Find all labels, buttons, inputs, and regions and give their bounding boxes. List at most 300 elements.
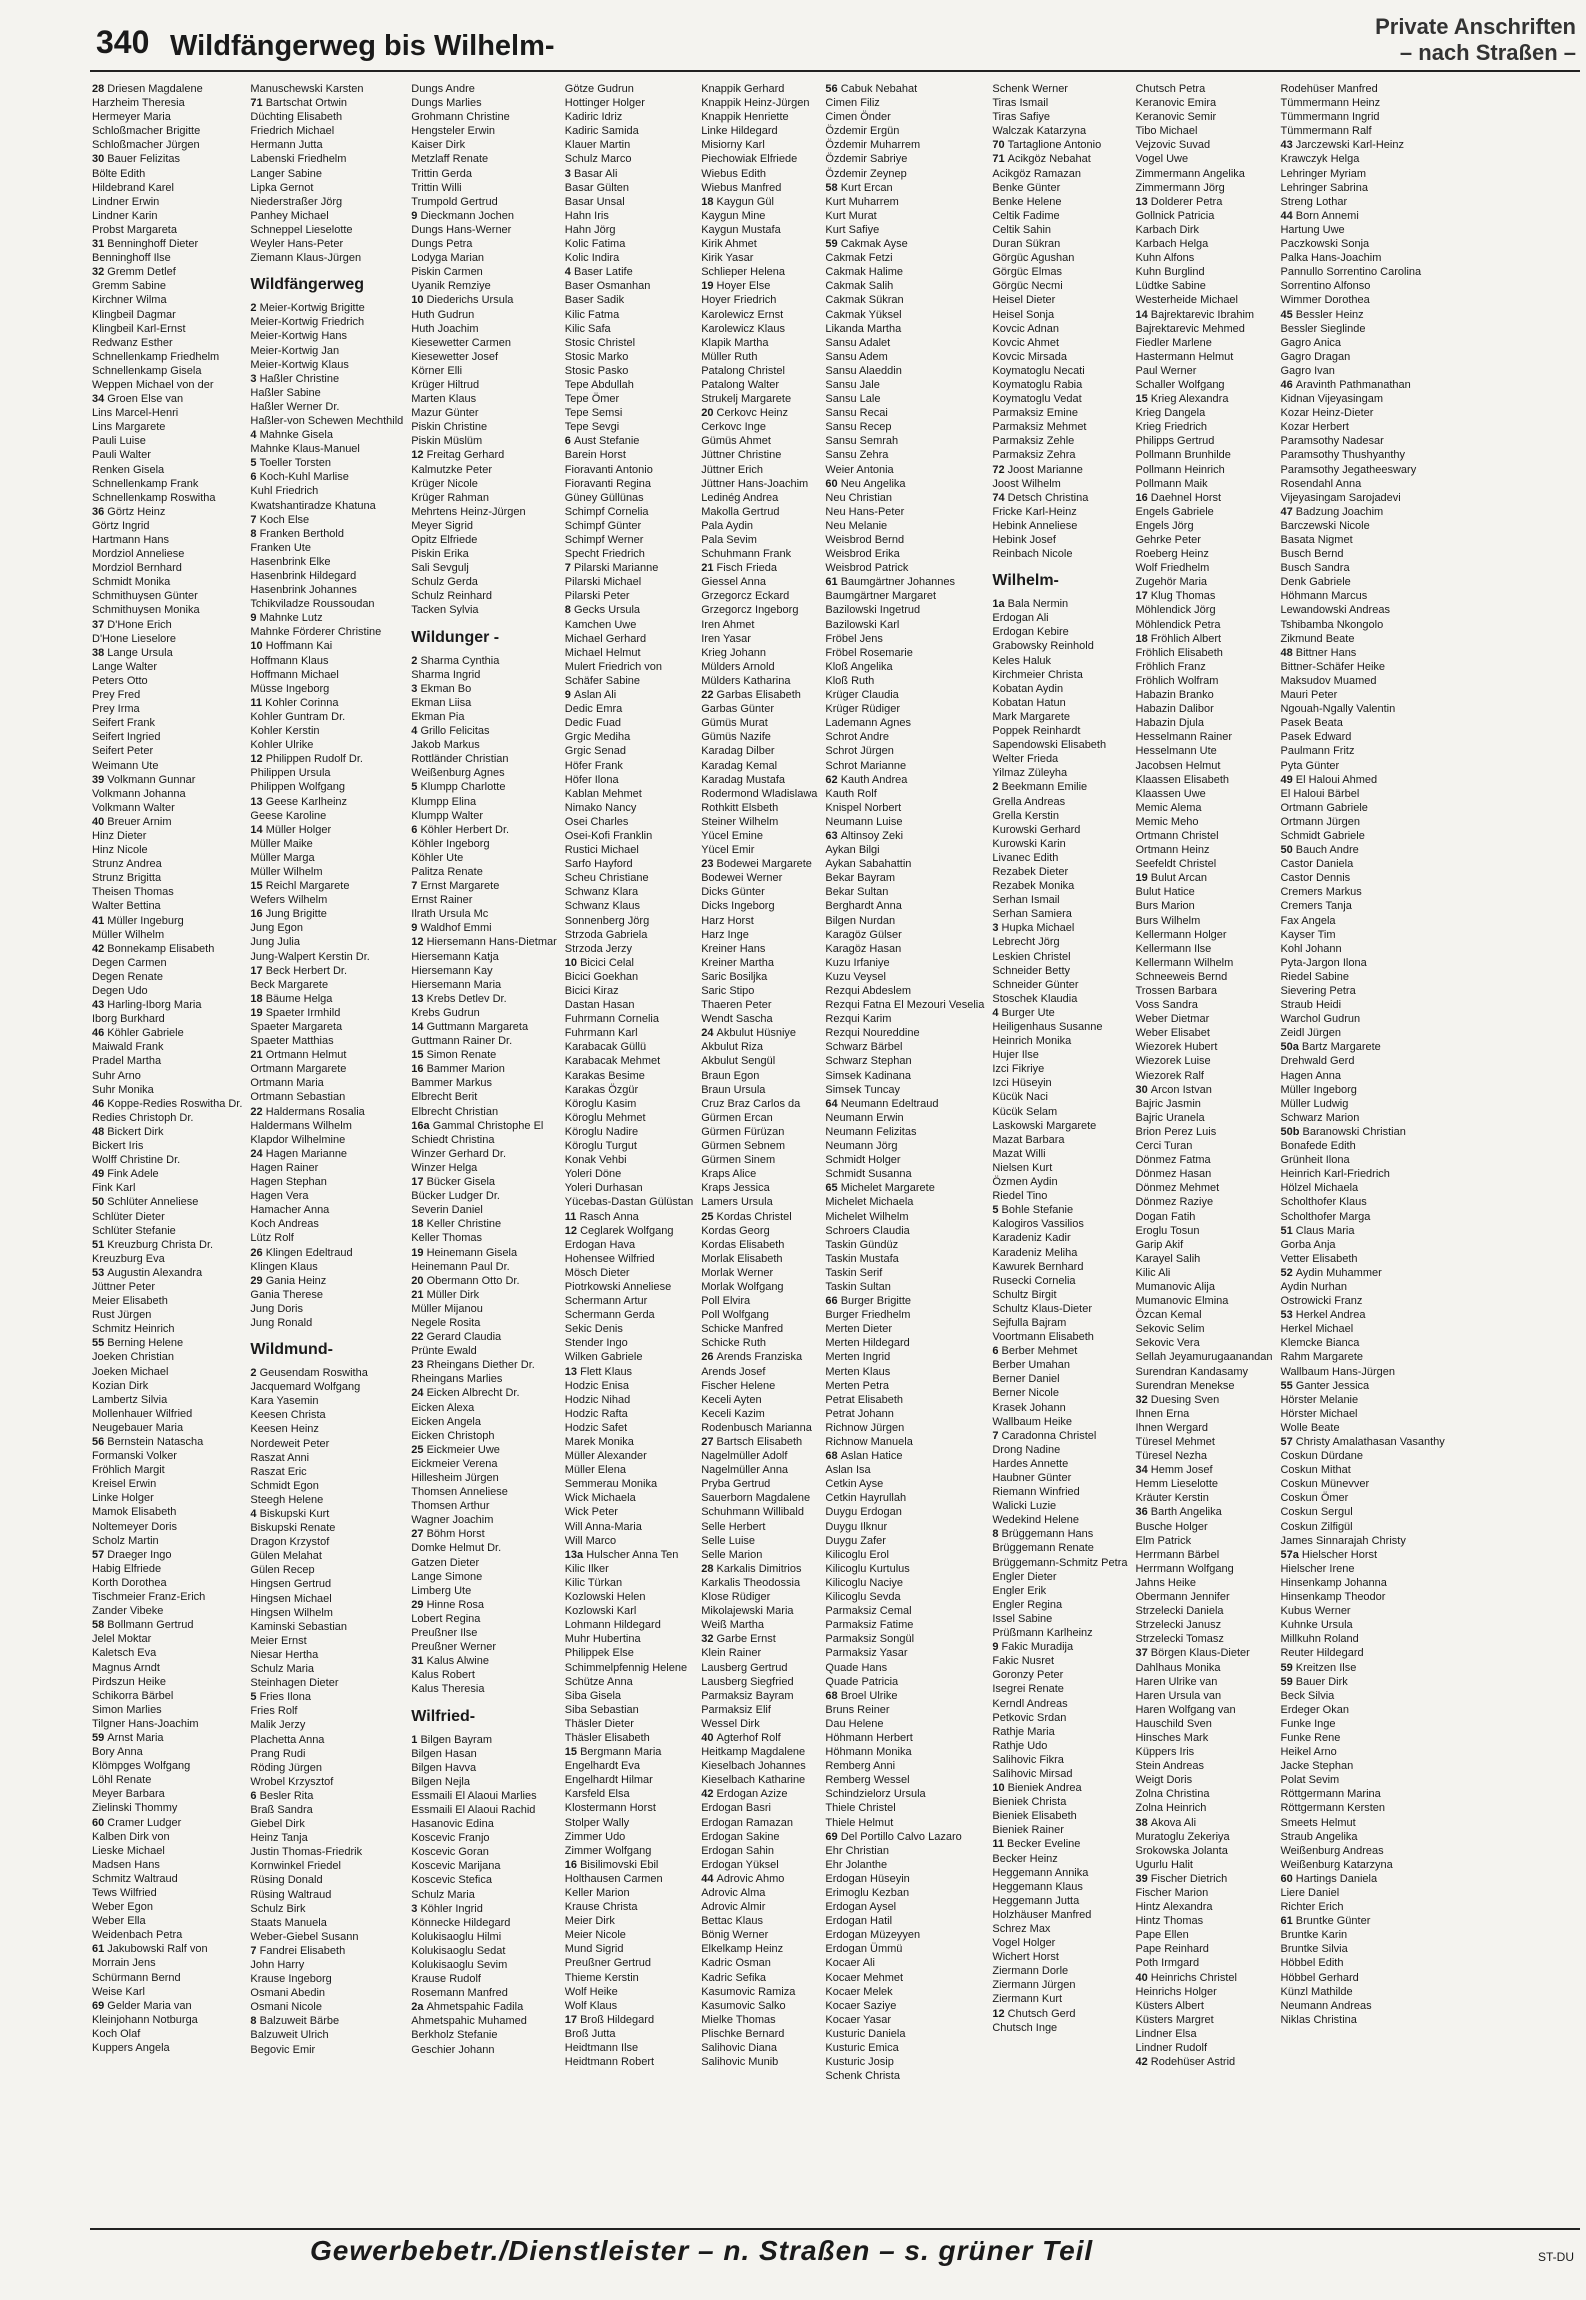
resident-entry: Pape Ellen — [1135, 1929, 1189, 1942]
resident-entry: Höfer Ilona — [564, 773, 619, 786]
resident-entry: Krause Christa — [564, 1901, 638, 1914]
resident-entry: 42 Bonnekamp Elisabeth — [92, 942, 215, 955]
resident-entry: Erdogan Ali — [992, 612, 1049, 625]
resident-entry: Kurt Murat — [825, 209, 877, 222]
resident-entry: Linke Hildegard — [701, 125, 778, 138]
resident-entry: Ziermann Dorle — [992, 1965, 1069, 1978]
resident-entry: Jacke Stephan — [1280, 1760, 1354, 1773]
resident-entry: Mazat Barbara — [992, 1133, 1065, 1146]
resident-entry: Selle Herbert — [701, 1520, 766, 1533]
resident-entry: Stoschek Klaudia — [992, 992, 1078, 1005]
resident-entry: Grella Kerstin — [992, 809, 1059, 822]
resident-entry: Tilgner Hans-Joachim — [92, 1717, 199, 1730]
resident-entry: Schrot Marianne — [825, 759, 907, 772]
resident-entry: 43 Harling-Iborg Maria — [92, 999, 202, 1012]
resident-entry: Hinz Dieter — [92, 829, 147, 842]
page-title: Wildfängerweg bis Wilhelm- — [170, 30, 555, 62]
resident-entry: Erdogan Hüseyin — [825, 1872, 910, 1885]
resident-entry: Fröhlich Wolfram — [1135, 674, 1219, 687]
resident-entry: Karbach Helga — [1135, 238, 1209, 251]
resident-entry: Bruntke Karin — [1280, 1929, 1348, 1942]
resident-entry: Simsek Kadinana — [825, 1069, 911, 1082]
resident-entry: Joeken Christian — [92, 1351, 174, 1364]
resident-entry: Klaassen Uwe — [1135, 787, 1206, 800]
resident-entry: 59 Cakmak Ayse — [825, 238, 908, 251]
resident-entry: Koymatoglu Rabia — [992, 378, 1083, 391]
resident-entry: Krieg Johann — [701, 646, 767, 659]
resident-entry: Salihovic Munib — [701, 2056, 779, 2069]
resident-entry: Richnow Manuela — [825, 1436, 913, 1448]
resident-entry: Muhr Hubertina — [564, 1633, 641, 1646]
resident-entry: 50a Bartz Margarete — [1280, 1041, 1381, 1054]
resident-entry: Rosendahl Anna — [1280, 477, 1362, 490]
section-label — [1375, 14, 1576, 66]
resident-entry: Dastan Hasan — [564, 999, 635, 1012]
resident-entry: Rustici Michael — [564, 844, 639, 857]
resident-entry: Tchikviladze Roussoudan — [250, 598, 375, 611]
resident-entry: Volkmann Johanna — [92, 787, 186, 800]
resident-entry: Burs Marion — [1135, 900, 1195, 913]
resident-entry: 59 Kreitzen Ilse — [1280, 1661, 1357, 1674]
resident-entry: Schrez Max — [992, 1923, 1051, 1935]
resident-entry: Cakmak Sükran — [825, 294, 904, 307]
resident-entry: Stein Andreas — [1135, 1760, 1204, 1773]
resident-entry: Westerheide Michael — [1135, 294, 1238, 307]
resident-entry: 2 Beekmann Emilie — [992, 781, 1088, 794]
resident-entry: Wolf Friedhelm — [1135, 562, 1210, 575]
resident-entry: 6 Besler Rita — [250, 1789, 314, 1802]
resident-entry: 8 Gecks Ursula — [564, 604, 641, 617]
resident-entry: Prang Rudi — [250, 1747, 306, 1760]
resident-entry: Karbach Dirk — [1135, 223, 1200, 236]
resident-entry: Weier Antonia — [825, 463, 894, 476]
resident-entry: Lodyga Marian — [411, 252, 485, 265]
resident-entry: Gürmen Sebnem — [701, 1140, 785, 1153]
resident-entry: Kaygun Mine — [701, 209, 766, 222]
page-number: 340 — [96, 24, 150, 60]
resident-entry: Hingsen Michael — [250, 1592, 332, 1605]
resident-entry: 10 Hoffmann Kai — [250, 640, 333, 653]
resident-entry: Redwanz Esther — [92, 336, 173, 349]
resident-entry: Pirdszun Heike — [92, 1675, 166, 1688]
resident-entry: 25 Kordas Christel — [701, 1210, 792, 1223]
resident-entry: Karadag Mustafa — [701, 773, 785, 786]
resident-entry: Thiele Helmut — [825, 1816, 894, 1829]
resident-entry: Steegh Helene — [250, 1493, 324, 1506]
resident-entry: Grgic Senad — [564, 745, 626, 758]
resident-entry: Basata Nigmet — [1280, 534, 1353, 546]
resident-entry: Huth Gudrun — [411, 308, 475, 321]
resident-entry: 13 Flett Klaus — [564, 1365, 633, 1378]
resident-entry: 61 Baumgärtner Johannes — [825, 576, 956, 589]
resident-entry: Harz Inge — [701, 928, 749, 941]
resident-entry: Kreisel Erwin — [92, 1478, 157, 1491]
resident-entry: Lange Walter — [92, 660, 158, 673]
resident-entry: Eickmeier Verena — [411, 1457, 498, 1470]
resident-entry: Wichert Horst — [992, 1951, 1059, 1964]
resident-entry: Mordziol Bernhard — [92, 562, 182, 575]
resident-entry: Siba Gisela — [564, 1689, 622, 1702]
resident-entry: Celtik Fadime — [992, 209, 1060, 222]
resident-entry: Huth Joachim — [411, 322, 479, 335]
resident-entry: Morlak Wolfgang — [701, 1280, 784, 1293]
resident-entry: Parmaksiz Yasar — [825, 1647, 908, 1660]
resident-entry: Bilgen Havva — [411, 1761, 477, 1774]
resident-entry: Düchting Elisabeth — [250, 111, 343, 124]
resident-entry: Duygu Zafer — [825, 1534, 886, 1547]
resident-entry: 17 Klug Thomas — [1135, 590, 1216, 603]
resident-entry: 60 Neu Angelika — [825, 477, 906, 490]
resident-entry: Pilarski Michael — [564, 576, 642, 589]
resident-entry: Vijeyasingam Sarojadevi — [1280, 491, 1401, 504]
resident-entry: 5 Fries Ilona — [250, 1691, 311, 1704]
resident-entry: Dönmez Mehmet — [1135, 1182, 1220, 1195]
resident-entry: Sorrentino Alfonso — [1280, 280, 1371, 293]
footer-note: Gewerbebetr./Dienstleister – n. Straßen – s. grüner Teil — [310, 2235, 1094, 2266]
resident-entry: Engler Dieter — [992, 1570, 1057, 1583]
resident-entry: Mahnke Förderer Christine — [250, 626, 382, 639]
resident-entry: Poppek Reinhardt — [992, 725, 1081, 738]
resident-entry: Suhr Arno — [92, 1069, 141, 1082]
resident-entry: Justin Thomas-Friedrik — [250, 1846, 363, 1859]
resident-entry: Schrot Jürgen — [825, 745, 894, 758]
resident-entry: 19 Spaeter Irmhild — [250, 1006, 341, 1019]
resident-entry: Fröhlich Margit — [92, 1464, 165, 1477]
resident-entry: Lausberg Siegfried — [701, 1675, 794, 1688]
resident-entry: Höhmann Herbert — [825, 1731, 913, 1744]
resident-entry: Weißenburg Andreas — [1280, 1844, 1384, 1857]
resident-entry: Sarfo Hayford — [564, 858, 633, 871]
resident-entry: 5 Toeller Torsten — [250, 457, 331, 470]
resident-entry: Keceli Kazim — [701, 1407, 765, 1420]
resident-entry: Baumgärtner Margaret — [825, 590, 937, 603]
resident-entry: Vejzovic Suvad — [1135, 139, 1211, 152]
resident-entry: Kara Yasemin — [250, 1395, 319, 1408]
resident-entry: Pilarski Peter — [564, 590, 630, 603]
resident-entry: Hodzic Enisa — [564, 1379, 629, 1392]
resident-entry: 9 Mahnke Lutz — [250, 612, 323, 625]
resident-entry: Karadag Kemal — [701, 759, 778, 772]
resident-entry: Müller Ludwig — [1280, 1097, 1349, 1110]
resident-entry: Schütze Anna — [564, 1675, 633, 1688]
resident-entry: Schwarz Bärbel — [825, 1041, 903, 1054]
resident-entry: Iren Yasar — [701, 632, 751, 645]
resident-entry: Kobatan Aydin — [992, 682, 1064, 695]
resident-entry: Wendt Sascha — [701, 1013, 773, 1026]
resident-entry: Mulert Friedrich von — [564, 660, 662, 673]
resident-entry: 23 Bodewei Margarete — [701, 858, 812, 871]
resident-entry: Ngouah-Ngally Valentin — [1280, 703, 1396, 716]
resident-entry: Kalus Theresia — [411, 1683, 485, 1696]
resident-entry: Mumanovic Alija — [1135, 1280, 1215, 1293]
resident-entry: Straub Angelika — [1280, 1830, 1358, 1843]
resident-entry: Bajric Uranela — [1135, 1111, 1205, 1124]
resident-entry: Makolla Gertrud — [701, 505, 780, 518]
resident-entry: Hinsenkamp Theodor — [1280, 1591, 1386, 1604]
resident-entry: Schlüter Stefanie — [92, 1224, 176, 1237]
resident-entry: Dahlhaus Monika — [1135, 1661, 1221, 1674]
resident-entry: Gagro Ivan — [1280, 364, 1335, 377]
resident-entry: Rathje Maria — [992, 1725, 1055, 1738]
resident-entry: Rottländer Christian — [411, 753, 509, 766]
resident-entry: Kellermann Ilse — [1135, 942, 1212, 955]
resident-entry: Niklas Christina — [1280, 2013, 1357, 2026]
resident-entry: Berber Umahan — [992, 1359, 1071, 1372]
resident-entry: Philippek Else — [564, 1647, 634, 1660]
resident-entry: Schermann Gerda — [564, 1309, 655, 1322]
resident-entry: Jung Doris — [250, 1302, 303, 1315]
resident-entry: Pradel Martha — [92, 1055, 162, 1068]
resident-entry: Petrat Elisabeth — [825, 1393, 904, 1406]
resident-entry: Bicici Kiraz — [564, 985, 619, 997]
resident-entry: Klumpp Walter — [411, 809, 484, 822]
resident-entry: Rezqui Abdeslem — [825, 985, 911, 997]
resident-entry: 6 Köhler Herbert Dr. — [411, 823, 510, 836]
resident-entry: Hoffmann Michael — [250, 668, 339, 681]
resident-entry: Kilic Ilker — [564, 1562, 609, 1575]
resident-entry: Strzoda Gabriela — [564, 928, 648, 941]
resident-entry: Kadric Sefika — [701, 1971, 767, 1984]
resident-entry: 61 Bruntke Günter — [1280, 1915, 1371, 1928]
resident-entry: Prüßmann Karlheinz — [992, 1627, 1093, 1640]
resident-entry: Kurowski Karin — [992, 837, 1066, 850]
resident-entry: Meier Elisabeth — [92, 1295, 168, 1308]
resident-entry: Schikorra Bärbel — [92, 1689, 174, 1702]
resident-entry: Fricke Karl-Heinz — [992, 505, 1077, 518]
resident-entry: Höbbel Gerhard — [1280, 1971, 1359, 1984]
resident-entry: Karagöz Gülser — [825, 928, 902, 941]
resident-entry: Meier-Kortwig Hans — [250, 330, 348, 343]
resident-entry: Surendran Menekse — [1135, 1379, 1235, 1392]
resident-entry: Rezqui Karim — [825, 1013, 892, 1026]
resident-entry: Trumpold Gertrud — [411, 195, 498, 208]
resident-entry: Meyer Sigrid — [411, 519, 474, 532]
resident-entry: Jung Julia — [250, 936, 300, 949]
resident-entry: Parmaksiz Zehra — [992, 449, 1076, 462]
resident-entry: Izci Hüseyin — [992, 1077, 1052, 1090]
resident-entry: Fischer Helene — [701, 1379, 776, 1392]
resident-entry: Zikmund Beate — [1280, 632, 1355, 645]
resident-entry: Bickert Iris — [92, 1140, 144, 1153]
resident-entry: 7 Caradonna Christel — [992, 1429, 1097, 1442]
resident-entry: Celtik Sahin — [992, 223, 1052, 236]
resident-entry: Essmaili El Alaoui Rachid — [411, 1803, 536, 1816]
resident-entry: Schnellenkamp Friedhelm — [92, 350, 220, 363]
resident-entry: 18 Kaygun Gül — [701, 195, 774, 208]
resident-entry: Scholthofer Klaus — [1280, 1196, 1367, 1209]
resident-entry: Formanski Volker — [92, 1450, 177, 1463]
resident-entry: Kilic Ali — [1135, 1266, 1171, 1279]
resident-entry: Kusturic Emica — [825, 2042, 899, 2055]
resident-entry: Haren Wolfgang van — [1135, 1703, 1236, 1716]
resident-entry: Osmani Nicole — [250, 2001, 322, 2014]
resident-entry: Acikgöz Ramazan — [992, 167, 1082, 180]
resident-entry: Güney Güllünas — [564, 491, 644, 504]
resident-entry: Kuppers Angela — [92, 2042, 170, 2055]
resident-entry: Meier-Kortwig Jan — [250, 344, 340, 357]
resident-entry: Castor Daniela — [1280, 858, 1354, 871]
resident-entry: Heiligenhaus Susanne — [992, 1021, 1103, 1033]
resident-entry: Kasumovic Ramiza — [701, 1985, 796, 1998]
resident-entry: Sekovic Vera — [1135, 1337, 1200, 1350]
directory-column — [1135, 82, 1272, 2212]
resident-entry: Mahnke Klaus-Manuel — [250, 443, 360, 456]
resident-entry: Drehwald Gerd — [1280, 1055, 1355, 1068]
resident-entry: 13 Geese Karlheinz — [250, 795, 348, 808]
resident-entry: 12 Hiersemann Hans-Dietmar — [411, 936, 557, 949]
resident-entry: Lambertz Silvia — [92, 1393, 168, 1406]
resident-entry: Staats Manuela — [250, 1916, 327, 1929]
resident-entry: Rosemann Manfred — [411, 1987, 508, 2000]
resident-entry: Paczkowski Sonja — [1280, 238, 1370, 251]
resident-entry: Haren Ulrike van — [1135, 1675, 1218, 1688]
resident-entry: Rüsing Donald — [250, 1874, 323, 1887]
resident-entry: Becker Heinz — [992, 1852, 1058, 1865]
resident-entry: 14 Guttmann Margareta — [411, 1021, 529, 1033]
resident-entry: Krüger Nicole — [411, 477, 478, 490]
resident-entry: Lindner Rudolf — [1135, 2042, 1208, 2055]
resident-entry: 4 Grillo Felicitas — [411, 725, 490, 738]
resident-entry: Heggemann Annika — [992, 1866, 1089, 1879]
resident-entry: Höhmann Monika — [825, 1746, 912, 1759]
resident-entry: Linke Holger — [92, 1492, 154, 1505]
resident-entry: Jahns Heike — [1135, 1576, 1197, 1589]
resident-entry: 3 Hupka Michael — [992, 922, 1075, 935]
resident-entry: Kloß Angelika — [825, 660, 893, 673]
resident-entry: Stosic Christel — [564, 336, 636, 349]
resident-entry: Ledinég Andrea — [701, 491, 779, 504]
resident-entry: Rezqui Noureddine — [825, 1027, 920, 1040]
resident-entry: Mark Margarete — [992, 710, 1070, 723]
resident-entry: Braß Sandra — [250, 1803, 313, 1816]
resident-entry: Schrot Andre — [825, 731, 889, 744]
resident-entry: Begovic Emir — [250, 2043, 316, 2056]
resident-entry: Grabowsky Reinhold — [992, 640, 1094, 653]
resident-entry: Dungs Andre — [411, 83, 475, 95]
resident-entry: Brion Perez Luis — [1135, 1125, 1217, 1138]
resident-entry: Jüttner Hans-Joachim — [701, 477, 809, 490]
resident-entry: Sansu Recai — [825, 407, 888, 420]
resident-entry: Erdogan Hava — [564, 1238, 636, 1251]
resident-entry: Holthausen Carmen — [564, 1872, 663, 1885]
resident-entry: Straub Heidi — [1280, 999, 1342, 1012]
resident-entry: Kozar Heinz-Dieter — [1280, 407, 1374, 420]
resident-entry: Bekar Bayram — [825, 872, 896, 885]
resident-entry: Tümmermann Heinz — [1280, 97, 1381, 110]
resident-entry: Klose Rüdiger — [701, 1591, 771, 1604]
resident-entry: Giessel Anna — [701, 576, 767, 589]
resident-entry: 25 Eickmeier Uwe — [411, 1443, 500, 1456]
resident-entry: Kayser Tim — [1280, 928, 1336, 941]
resident-entry: Parmaksiz Zehle — [992, 435, 1075, 448]
resident-entry: Schulz Reinhard — [411, 590, 492, 603]
resident-entry: Elm Patrick — [1135, 1534, 1192, 1547]
resident-entry: 18 Fröhlich Albert — [1135, 632, 1222, 645]
resident-entry: Hasanovic Edina — [411, 1818, 494, 1831]
resident-entry: Hinz Nicole — [92, 844, 148, 857]
resident-entry: Schloßmacher Jürgen — [92, 139, 200, 152]
resident-entry: Memic Alema — [1135, 801, 1202, 814]
resident-entry: 10 Bieniek Andrea — [992, 1782, 1082, 1795]
resident-entry: Winzer Gerhard Dr. — [411, 1147, 507, 1160]
resident-entry: Schnellenkamp Roswitha — [92, 491, 216, 504]
resident-entry: Petkovic Srdan — [992, 1711, 1067, 1724]
resident-entry: Schulz Marco — [564, 153, 632, 166]
resident-entry: Strukelj Margarete — [701, 393, 792, 406]
resident-entry: Hasenbrink Elke — [250, 555, 331, 568]
resident-entry: Mamok Elisabeth — [92, 1506, 177, 1519]
resident-entry: 50 Bauch Andre — [1280, 844, 1359, 857]
resident-entry: Fröbel Jens — [825, 632, 883, 645]
resident-entry: 19 Hoyer Else — [701, 280, 771, 293]
resident-entry: Poll Wolfgang — [701, 1309, 769, 1322]
resident-entry: Cimen Filiz — [825, 97, 880, 110]
resident-entry: Gagro Anica — [1280, 336, 1342, 349]
resident-entry: Görtz Ingrid — [92, 519, 150, 532]
resident-entry: Keller Marion — [564, 1887, 630, 1899]
resident-entry: Fuhrmann Cornelia — [564, 1013, 659, 1026]
resident-entry: Labenski Friedhelm — [250, 153, 347, 166]
resident-entry: 53 Augustin Alexandra — [92, 1266, 203, 1279]
resident-entry: Koscevic Stefica — [411, 1874, 492, 1887]
resident-entry: Kirik Ahmet — [701, 238, 757, 251]
resident-entry: Kolic Fatima — [564, 238, 626, 251]
resident-entry: Wedekind Helene — [992, 1514, 1079, 1527]
resident-entry: 55 Berning Helene — [92, 1337, 184, 1350]
resident-entry: Ziermann Kurt — [992, 1993, 1063, 2006]
resident-entry: Schicke Ruth — [701, 1337, 767, 1350]
resident-entry: 1 Bilgen Bayram — [411, 1733, 493, 1746]
resident-entry: Magnus Arndt — [92, 1661, 160, 1674]
resident-entry: Steinhagen Dieter — [250, 1677, 339, 1690]
resident-entry: 68 Broel Ulrike — [825, 1689, 898, 1702]
resident-entry: Tepe Abdullah — [564, 378, 634, 391]
resident-entry: Hiersemann Maria — [411, 978, 502, 991]
resident-entry: Essmaili El Alaoui Marlies — [411, 1789, 537, 1802]
resident-entry: Haßler Sabine — [250, 386, 321, 399]
directory-column — [250, 82, 403, 2212]
resident-entry: Meier Dirk — [564, 1915, 615, 1928]
resident-entry: Probst Margareta — [92, 223, 177, 236]
resident-entry: Chutsch Inge — [992, 2021, 1058, 2034]
resident-entry: Weber Egon — [92, 1901, 153, 1914]
resident-entry: Kovcic Adnan — [992, 322, 1060, 335]
resident-entry: Ziemann Klaus-Jürgen — [250, 252, 362, 265]
resident-entry: Coskun Mithat — [1280, 1464, 1351, 1477]
resident-entry: Erdogan Sahin — [701, 1844, 774, 1857]
resident-entry: 71 Acikgöz Nebahat — [992, 153, 1091, 166]
resident-entry: 22 Garbas Elisabeth — [701, 689, 801, 702]
resident-entry: 48 Bittner Hans — [1280, 646, 1357, 659]
resident-entry: Heidtmann Robert — [564, 2056, 655, 2069]
resident-entry: Krause Ingeborg — [250, 1973, 332, 1986]
resident-entry: Neu Melanie — [825, 519, 888, 532]
resident-entry: 12 Chutsch Gerd — [992, 2007, 1076, 2020]
resident-entry: Friedrich Michael — [250, 125, 335, 138]
resident-entry: 63 Altinsoy Zeki — [825, 829, 904, 842]
resident-entry: Weimann Ute — [92, 759, 159, 772]
resident-entry: Bonafede Edith — [1280, 1140, 1356, 1153]
resident-entry: Heisel Dieter — [992, 294, 1056, 307]
resident-entry: Heisel Sonja — [992, 308, 1055, 321]
resident-entry: Sansu Jale — [825, 378, 880, 391]
resident-entry: Karolewicz Klaus — [701, 322, 785, 335]
resident-entry: Adrovic Alma — [701, 1887, 766, 1899]
resident-entry: Riedel Tino — [992, 1190, 1048, 1203]
resident-entry: Bittner-Schäfer Heike — [1280, 660, 1386, 673]
resident-entry: Meyer Barbara — [92, 1788, 165, 1801]
header-rule — [90, 70, 1580, 72]
